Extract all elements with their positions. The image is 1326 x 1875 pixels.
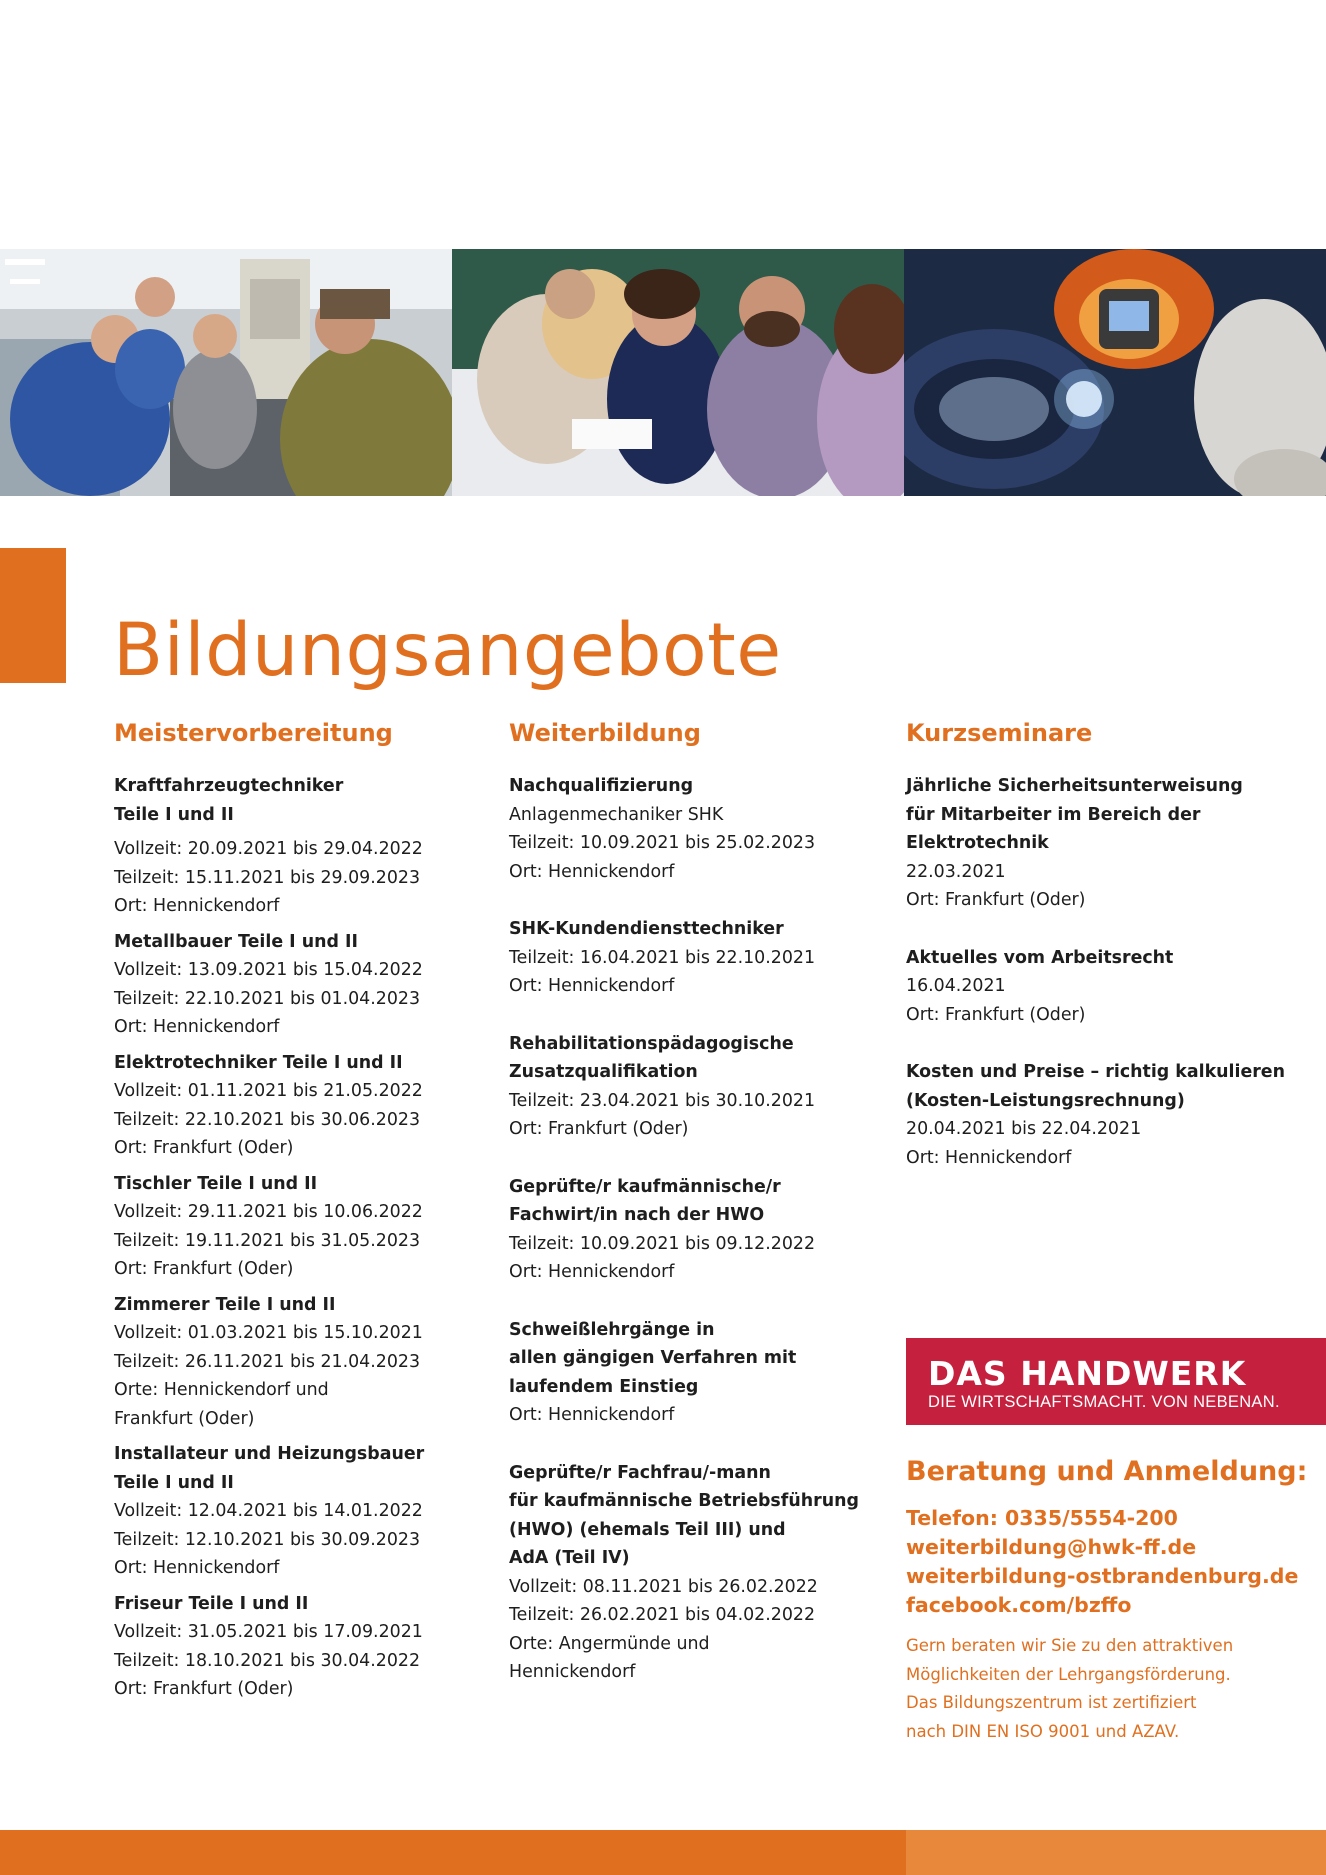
course-title: Elektrotechnik (906, 833, 1049, 853)
course-detail: Ort: Hennickendorf (509, 861, 675, 882)
course-title: Schweißlehrgänge in (509, 1319, 715, 1340)
contact-website-link[interactable]: weiterbildung-ostbrandenburg.de (906, 1564, 1299, 1588)
course-detail: Vollzeit: 01.11.2021 bis 21.05.2022 (114, 1081, 423, 1101)
course-detail: Ort: Frankfurt (Oder) (114, 1679, 294, 1699)
contact-note-line: Möglichkeiten der Lehrgangsförderung. (906, 1664, 1231, 1684)
contact-section (906, 1452, 1316, 1746)
course-title: AdA (Teil IV) (509, 1548, 630, 1568)
course-detail: Ort: Frankfurt (Oder) (509, 1119, 689, 1139)
course-title: (Kosten-Leistungsrechnung) (906, 1090, 1185, 1111)
course-title: Fachwirt/in nach der HWO (509, 1205, 765, 1225)
column-weiterbildung (509, 716, 879, 1716)
contact-note-line: nach DIN EN ISO 9001 und AZAV. (906, 1721, 1180, 1741)
course-entry (906, 944, 1306, 1030)
footer-bar (0, 1830, 906, 1875)
photo-strip (0, 249, 1326, 496)
contact-heading: Beratung und Anmeldung: (906, 1456, 1308, 1487)
course-title: Teile I und II (114, 1472, 234, 1493)
course-entry (114, 1440, 484, 1583)
course-detail: 16.04.2021 (906, 976, 1006, 996)
course-detail: Teilzeit: 22.10.2021 bis 01.04.2023 (114, 988, 421, 1009)
footer-bar-light (906, 1830, 1326, 1875)
course-entry (509, 1030, 879, 1144)
course-title: Installateur und Heizungsbauer (114, 1444, 425, 1464)
course-detail: Anlagenmechaniker SHK (509, 804, 724, 825)
course-entry (906, 1058, 1306, 1172)
course-detail: Vollzeit: 13.09.2021 bis 15.04.2022 (114, 960, 423, 980)
course-entry (509, 1316, 879, 1430)
course-entry (906, 772, 1306, 915)
course-title: Teile I und II (114, 804, 234, 825)
course-entry (114, 1590, 484, 1704)
course-detail: Hennickendorf (509, 1662, 636, 1682)
course-detail: Teilzeit: 15.11.2021 bis 29.09.2023 (114, 867, 421, 888)
course-detail: 20.04.2021 bis 22.04.2021 (906, 1119, 1142, 1139)
contact-phone[interactable]: Telefon: 0335/5554-200 (906, 1506, 1178, 1530)
banner-slogan: DIE WIRTSCHAFTSMACHT. VON NEBENAN. (928, 1393, 1280, 1411)
course-detail: Ort: Frankfurt (Oder) (906, 1004, 1086, 1025)
course-detail: Ort: Hennickendorf (114, 1017, 280, 1037)
column-heading: Meistervorbereitung (114, 719, 393, 747)
course-title: Elektrotechniker Teile I und II (114, 1052, 403, 1073)
course-detail: Teilzeit: 10.09.2021 bis 25.02.2023 (509, 833, 816, 853)
course-entry (509, 1173, 879, 1287)
course-title: Aktuelles vom Arbeitsrecht (906, 947, 1174, 968)
photo-welder (904, 249, 1326, 496)
course-entry (114, 1049, 484, 1163)
page-title: Bildungsangebote (113, 607, 782, 693)
das-handwerk-banner (906, 1338, 1326, 1425)
course-detail: Ort: Hennickendorf (114, 1558, 280, 1578)
course-detail: Vollzeit: 31.05.2021 bis 17.09.2021 (114, 1622, 423, 1642)
course-title: Metallbauer Teile I und II (114, 931, 358, 952)
course-detail: Orte: Hennickendorf und (114, 1380, 329, 1400)
course-detail: Teilzeit: 19.11.2021 bis 31.05.2023 (114, 1230, 421, 1251)
course-entry (509, 1459, 879, 1687)
course-detail: Vollzeit: 12.04.2021 bis 14.01.2022 (114, 1501, 423, 1521)
course-detail: Teilzeit: 12.10.2021 bis 30.09.2023 (114, 1529, 421, 1550)
course-detail: Frankfurt (Oder) (114, 1408, 255, 1429)
banner-logo-text: DAS HANDWERK (928, 1354, 1247, 1393)
contact-email-link[interactable]: weiterbildung@hwk-ff.de (906, 1535, 1197, 1559)
photo-students (452, 249, 904, 496)
course-title: Tischler Teile I und II (114, 1173, 318, 1194)
course-detail: Teilzeit: 23.04.2021 bis 30.10.2021 (509, 1090, 816, 1111)
course-entry (509, 915, 879, 1001)
course-title: Kosten und Preise – richtig kalkulieren (906, 1062, 1285, 1082)
course-entry (114, 772, 484, 921)
course-title: Zimmerer Teile I und II (114, 1294, 336, 1315)
course-detail: 22.03.2021 (906, 861, 1006, 882)
contact-note (906, 1632, 1316, 1746)
course-title: (HWO) (ehemals Teil III) und (509, 1519, 786, 1540)
course-detail: Vollzeit: 08.11.2021 bis 26.02.2022 (509, 1576, 818, 1597)
course-title: Geprüfte/r kaufmännische/r (509, 1176, 781, 1197)
course-title: allen gängigen Verfahren mit (509, 1348, 797, 1368)
course-title: Geprüfte/r Fachfrau/-mann (509, 1462, 771, 1483)
course-detail: Vollzeit: 20.09.2021 bis 29.04.2022 (114, 839, 423, 859)
course-detail: Orte: Angermünde und (509, 1633, 710, 1654)
course-title: für kaufmännische Betriebsführung (509, 1491, 859, 1511)
column-heading: Weiterbildung (509, 719, 701, 747)
contact-note-line: Gern beraten wir Sie zu den attraktiven (906, 1636, 1234, 1655)
course-detail: Ort: Frankfurt (Oder) (114, 1259, 294, 1279)
column-kurzseminare (906, 716, 1306, 1201)
photo-workshop (0, 249, 452, 496)
course-detail: Ort: Hennickendorf (509, 1405, 675, 1425)
course-detail: Teilzeit: 16.04.2021 bis 22.10.2021 (509, 947, 816, 968)
contact-note-line: Das Bildungszentrum ist zertifiziert (906, 1693, 1197, 1712)
course-entry (114, 1291, 484, 1434)
course-entry (114, 1170, 484, 1284)
course-title: Rehabilitationspädagogische (509, 1033, 794, 1054)
course-detail: Ort: Hennickendorf (906, 1147, 1072, 1168)
course-title: Nachqualifizierung (509, 776, 694, 796)
course-title: SHK-Kundendiensttechniker (509, 919, 784, 939)
course-detail: Teilzeit: 26.02.2021 bis 04.02.2022 (509, 1605, 816, 1625)
course-title: Friseur Teile I und II (114, 1593, 309, 1614)
course-detail: Teilzeit: 26.11.2021 bis 21.04.2023 (114, 1351, 421, 1372)
course-detail: Ort: Frankfurt (Oder) (114, 1138, 294, 1158)
course-detail: Teilzeit: 18.10.2021 bis 30.04.2022 (114, 1650, 421, 1671)
course-detail: Ort: Hennickendorf (509, 1262, 675, 1282)
course-detail: Ort: Hennickendorf (114, 896, 280, 916)
course-title: Jährliche Sicherheitsunterweisung (906, 776, 1243, 796)
course-entry (509, 772, 879, 886)
column-meistervorbereitung (114, 716, 484, 1711)
course-detail: Ort: Frankfurt (Oder) (906, 890, 1086, 910)
course-title: Kraftfahrzeugtechniker (114, 776, 344, 796)
course-title: laufendem Einstieg (509, 1376, 699, 1397)
course-detail: Ort: Hennickendorf (509, 976, 675, 996)
contact-facebook-link[interactable]: facebook.com/bzffo (906, 1593, 1132, 1617)
course-detail: Teilzeit: 10.09.2021 bis 09.12.2022 (509, 1233, 816, 1254)
course-detail: Vollzeit: 29.11.2021 bis 10.06.2022 (114, 1202, 423, 1222)
column-heading: Kurzseminare (906, 719, 1093, 747)
course-detail: Teilzeit: 22.10.2021 bis 30.06.2023 (114, 1109, 421, 1130)
course-entry (114, 928, 484, 1042)
course-title: für Mitarbeiter im Bereich der (906, 804, 1201, 825)
course-detail: Vollzeit: 01.03.2021 bis 15.10.2021 (114, 1323, 423, 1343)
accent-block (0, 548, 66, 683)
course-title: Zusatzqualifikation (509, 1062, 698, 1082)
